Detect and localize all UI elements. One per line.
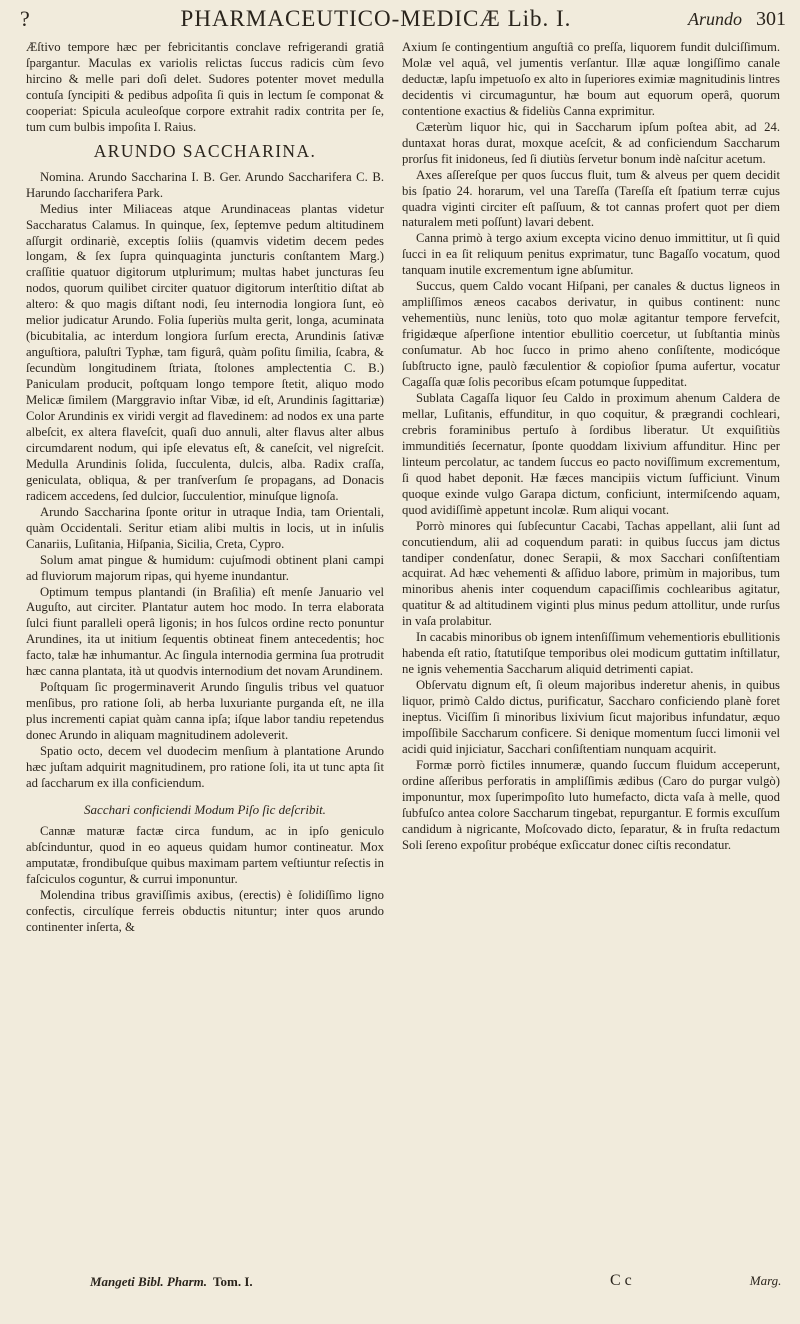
right-paragraph: Formæ porrò fictiles innumeræ, quando ſuccum fluidum acceperunt, ordine aſſeribus perforatis in ampliſſimis ædibus (Caro do purgar vulgò) imponuntur, mox ſuperimpoſito luto humefacto, dicta vaſa à melle, quod ſubfuſco antea colore Saccharum tingebat, repurgantur. E formis excuſſum candidum à nigricante, Moſcovado dicto, ſeparatur, & in fruſta redactum Soli ſereno expoſitur probéque exſiccatur donec ciſtis recondatur. (402, 757, 780, 852)
right-paragraph: In cacabis minoribus ob ignem intenſiſſimum vehementioris ebullitionis habenda eſt ratio, ſtatutiſque temporibus olei modicum guttatim inſtillatur, ne ignis vehementia Saccharum aliquid detrimenti capiat. (402, 630, 780, 677)
left-paragraph: Spatio octo, decem vel duodecim menſium à plantatione Arundo hæc juſtam adquirit magnitudinem, pro ratione ſoli, ita ut tunc apta ſit ad ſaccharum ex illa conficiendum. (26, 744, 384, 790)
subheading: Sacchari conficiendi Modum Piſo ſic deſcribit. (84, 801, 326, 817)
right-column (402, 40, 780, 1270)
signature-mark: C c (610, 1272, 632, 1289)
right-paragraph: Porrò minores qui ſubſecuntur Cacabi, Tachas appellant, alii ſunt ad concutiendum, alii ad coquendum parati: in quibus ſuccus jam dictus tandiper condenſatur, donec Serapii, & mox Sacchari conſiſtentiam acquirat. Ad hæc vehementi & aſſiduo labore, primùm in majoribus, tum minoribus ahenis inter coquendum capaciſſimis cochlearibus agitatur, quatitur & ad altitudinem viginti plus minus pedum attollitur, unde rurſus in vaſa prolabitur. (402, 518, 780, 629)
section-heading: ARUNDO SACCHARINA. (93, 140, 317, 161)
intro-paragraph: Æſtivo tempore hæc per febricitantis conclave refrigerandi gratiâ ſpargantur. Maculas ex variolis relictas ſuccus radicis cùm ſevo hircino & melle pari doſi delet. Sudores potenter movet medulla contuſa ſyncipiti & pedibus adpoſita ſi quis in lectum ſe componat & cooperiat: Spicula aculeoſque corpore extrahit radix contrita per ſe, tum cum bulbis impoſita I. Raius. (26, 40, 384, 134)
running-header (20, 2, 786, 36)
header-keyword: Arundo (688, 8, 742, 29)
left-column (26, 40, 384, 1270)
header-title: PHARMACEUTICO-MEDICÆ Lib. I. (180, 6, 572, 31)
catchword: Marg. (749, 1273, 782, 1288)
page-number: 301 (756, 7, 786, 30)
left-paragraph: Nomina. Arundo Saccharina I. B. Ger. Arundo Saccharifera C. B. Harundo ſaccharifera Park. (26, 169, 384, 200)
left-paragraph: Cannæ maturæ factæ circa fundum, ac in ipſo geniculo abſcinduntur, quod in eo aqueus quidam humor contineatur. Mox amputatæ, frondibuſque quibus maximam partem veſtiuntur reſectis in faſciculos coguntur, & currui imponuntur. (26, 823, 384, 886)
right-paragraph: Sublata Cagaſſa liquor ſeu Caldo in proximum ahenum Caldera de mellar, Luſitanis, effunditur, in quo coquitur, & prægrandi cochleari, crebris foraminibus pertuſo à ſordibus liberatur. Ut exquiſitiùs immunditiés ſecernatur, ſponte quoddam lixivium affunditur. Hinc per linteum percolatur, ac tandem ſuccus eo pacto noviſſimum excrementum, ſi quod habet deponit. Hæ fæces mancipiis victum ſufficiunt. Vinum quoque exinde vulgo Garapa dictum, conficiunt, intermiſcendo aquam, quod avidiſſimè appetunt incolæ. Rum aliqui vocant. (402, 390, 780, 517)
left-paragraph: Molendina tribus graviſſimis axibus, (erectis) è ſolidiſſimo ligno confectis, circulíque ferreis obductis nituntur; inter quos arundo continenter inſerta, & (26, 887, 384, 934)
left-paragraph: Arundo Saccharina ſponte oritur in utraque India, tam Orientali, quàm Occidentali. Seritur etiam alibi multis in locis, ut in inſulis Canariis, Luſitania, Hiſpania, Sicilia, Creta, Cypro. (26, 504, 384, 551)
right-paragraph: Canna primò à tergo axium excepta vicino denuo immittitur, ut ſi quid ſucci in ea ſit reliquum penitus exprimatur, tunc Bagaſſo vocatum, quod tanquam inutile excrementum igne abſumitur. (402, 231, 780, 278)
left-paragraph: Poſtquam ſic progerminaverit Arundo ſingulis tribus vel quatuor menſibus, pro ratione ſoli, ab herba luxuriante purganda eſt, ne illa plus incrementi capiat quàm canna ipſa; iſque labor tandiu repetendus donec Arundo in aliquam magnitudinem adoleverit. (26, 680, 384, 743)
footer-source: Mangeti Bibl. Pharm. (90, 1274, 208, 1289)
footer-volume: Tom. I. (213, 1274, 253, 1289)
header-left-mark: ? (20, 6, 30, 31)
left-paragraph: Optimum tempus plantandi (in Braſilia) eſt menſe Januario vel Auguſto, aut circiter. Plantatur autem hoc modo. In terra elaborata ſulci fiunt paralleli operâ ligonis; in hos ſulcos ordine recto ponuntur Arundines, ita ut initium ſequentis obtineat finem antecedentis; hoc facto, talæ hæ inhumantur. Ac ſingula internodia germina ſua protrudit hæc canna plantata, ità ut quodvis internodium det novam Arundinem. (26, 584, 384, 679)
left-paragraph: Solum amat pingue & humidum: cujuſmodi obtinent plani campi ad fluviorum majorum ripas, qui hyeme inundantur. (26, 552, 384, 583)
left-paragraph: Medius inter Miliaceas atque Arundinaceas plantas videtur Saccharatus Calamus. In quinque, ſex, ſeptemve pedum altitudinem aſſurgit ordinariè, exceptis ſoliis (quamvis videtim decem pedes longam, & ſex ſupra quinquaginta juncturis conſtantem Marg.) craſſitie quatuor digitorum utplurimum; multas habet juncturas ſeu nodos, quorum quilibet circiter quatuor digitorum interſtitio diſtat ab altero: & quo magis diſtant nodi, ſeu internodia longiora ſunt, eò melior judicatur Arundo. Folia ſuperiùs multa gerit, longa, acuminata (bicubitalia, ac interdum longiora ſurſum erecta, Arundinis ſativæ anguſtiora, paluſtri Typhæ, tam figurâ, quàm poſitu ſimilia, ſcabra, & ſecundùm longitudinem ſtriata, ſtolones amplectentia C. B.) Paniculam producit, poſtquam longo tempore ſtetit, aliquo modo Melicæ ſimilem (Marggravio inſtar Vibæ, id eſt, Arundinis ſagittariæ) Color Arundinis ex viridi vergit ad flavedinem: ad nodos ex una parte albeſcit, ex altera flaveſcit, quaſi duo annuli, alter flavus alter albus circumdarent nodum, qui ipſe elevatus eſt, & caneſcit, vel nigreſcit. Medulla Arundinis ſolida, ſucculenta, dulcis, alba. Radix craſſa, geniculata, obliqua, & per tranſverſum ſe propagans, ad Donacis radicem accedens, ſed dulcior, ſucculentior, minuſque lignoſa. (26, 201, 384, 503)
header-right (636, 8, 786, 31)
right-paragraph: Obſervatu dignum eſt, ſi oleum majoribus inderetur ahenis, in quibus liquor, primò Caldo dictus, purificatur, Saccharo conficiendo planè foret ineptus. Viciſſim ſi minoribus lixivium ſicut majoribus infundatur, æquo impoſſibile Saccharum conficere. Si denique momentum ſucci limonii vel acidi quid injiciatur, Sacchari conſiſtentiam nunquam acquirit. (402, 678, 780, 756)
footer-catch (610, 1272, 781, 1290)
right-paragraph: Cæterùm liquor hic, qui in Saccharum ipſum poſtea abit, ad 24. duntaxat horas durat, moxque aceſcit, & ad conficiendum Saccharum prorſus fit inidoneus, ſed ſi diutiùs ſervetur bonum indè naſcitur acetum. (402, 119, 780, 166)
right-paragraph: Succus, quem Caldo vocant Hiſpani, per canales & ductus ligneos in ampliſſimos æneos cacabos derivatur, in quibus continent: nunc vehementiùs, nunc leniùs, toto quo molæ agitantur tempore fervefcit, frigidæque aſperſione intentior ebullitio coercetur, ut ſubſtantia minùs conſumatur. Ab hoc ſucco in primo aheno conſiſtente, modicóque ſubſtructo igne, paulò fæculentior & copioſior ſpuma aufertur, vocatur Cagaſſa quæ ſolis pecoribus eſcam potumque ſuppeditat. (402, 279, 780, 390)
right-paragraph: Axium ſe contingentium anguſtiâ co preſſa, liquorem fundit dulciſſimum. Molæ vel aquâ, vel jumentis verſantur. Illæ aquæ longiſſimo canale deductæ, lapſu impetuoſo ex alto in ſuperiores eximiæ magnitudinis lintres decidentis vi circumaguntur, hæ boum aut equorum operâ, quorum contentione exactius & fideliùs Canna exprimitur. (402, 40, 780, 118)
footer-reference (90, 1274, 253, 1290)
right-paragraph: Axes aſſereſque per quos ſuccus fluit, tum & alveus per quem decidit bis ſpatio 24. horarum, vel una Tareſſa (Tareſſa eſt ſpatium terræ cujus quadra viginti circiter eſt paſſuum, & tot cannas profert quot per diem naturalem meti poſſunt) lavari debent. (402, 167, 780, 230)
